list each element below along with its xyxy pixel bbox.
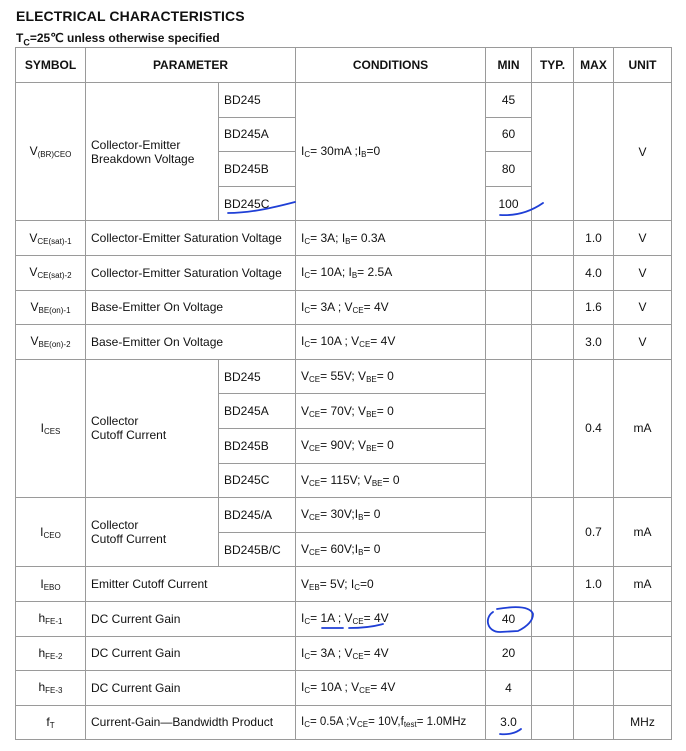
table-row — [16, 567, 672, 602]
section-title: ELECTRICAL CHARACTERISTICS — [16, 8, 245, 24]
parameter-cell: DC Current Gain — [86, 601, 296, 636]
min-cell: 45 — [486, 83, 532, 118]
typ-cell — [532, 255, 574, 290]
typ-cell — [532, 567, 574, 602]
typ-cell — [532, 290, 574, 325]
unit-cell: mA — [614, 498, 672, 567]
col-typ: TYP. — [532, 48, 574, 83]
max-cell — [574, 705, 614, 740]
part-cell: BD245C — [219, 186, 296, 221]
parameter-cell: Collector-Emitter Saturation Voltage — [86, 255, 296, 290]
table-row — [16, 601, 672, 636]
parameter-cell: Collector-Emitter Breakdown Voltage — [86, 83, 219, 221]
col-min: MIN — [486, 48, 532, 83]
symbol-cell: $V_{CE(sat)-2}$ — [16, 255, 86, 290]
conditions-cell: $V_{CE}= 115V$; $V_{BE}= 0$ — [296, 463, 486, 498]
symbol-cell: $I_{CES}$ — [16, 359, 86, 497]
unit-cell: V — [614, 221, 672, 256]
max-cell: 0.7 — [574, 498, 614, 567]
col-max: MAX — [574, 48, 614, 83]
typ-cell — [532, 601, 574, 636]
symbol-cell: $h_{FE-3}$ — [16, 671, 86, 706]
table-row — [16, 221, 672, 256]
conditions-cell: $V_{CE}=$ $30V;I_B= 0$ — [296, 498, 486, 533]
parameter-cell: DC Current Gain — [86, 636, 296, 671]
min-cell — [486, 359, 532, 497]
table-row — [16, 325, 672, 360]
typ-cell — [532, 705, 574, 740]
parameter-cell: Base-Emitter On Voltage — [86, 290, 296, 325]
min-cell — [486, 290, 532, 325]
table-row — [16, 671, 672, 706]
part-cell: BD245A — [219, 117, 296, 152]
max-cell: 1.0 — [574, 567, 614, 602]
typ-cell — [532, 83, 574, 221]
test-condition-note: $T_C=25℃$ unless otherwise specified — [16, 31, 220, 48]
table-row — [16, 498, 672, 533]
unit-cell: mA — [614, 567, 672, 602]
min-cell — [486, 498, 532, 567]
col-conditions: CONDITIONS — [296, 48, 486, 83]
unit-cell: V — [614, 325, 672, 360]
conditions-cell: $V_{CE}= 90V$; $V_{BE}= 0$ — [296, 428, 486, 463]
conditions-cell: $I_C= 30mA$ $;I_B=0$ — [296, 83, 486, 221]
electrical-characteristics-table — [15, 47, 672, 740]
conditions-cell: $V_{EB}= 5V$; $I_C=0$ — [296, 567, 486, 602]
typ-cell — [532, 636, 574, 671]
parameter-cell: DC Current Gain — [86, 671, 296, 706]
conditions-cell: $I_C= 10A$; $I_B= 2.5A$ — [296, 255, 486, 290]
min-cell: 4 — [486, 671, 532, 706]
col-parameter: PARAMETER — [86, 48, 296, 83]
conditions-cell: $I_C= 3A$ ; $V_{CE}= 4V$ — [296, 636, 486, 671]
part-cell: BD245B — [219, 428, 296, 463]
max-cell: 1.6 — [574, 290, 614, 325]
parameter-cell: Collector Cutoff Current — [86, 498, 219, 567]
symbol-cell: $h_{FE-2}$ — [16, 636, 86, 671]
max-cell: 0.4 — [574, 359, 614, 497]
min-cell: 100 — [486, 186, 532, 221]
conditions-cell: $I_C= 3A$ ; $V_{CE}= 4V$ — [296, 290, 486, 325]
parameter-cell: Collector-Emitter Saturation Voltage — [86, 221, 296, 256]
max-cell: 4.0 — [574, 255, 614, 290]
unit-cell: MHz — [614, 705, 672, 740]
table-row — [16, 359, 672, 394]
symbol-cell: $h_{FE-1}$ — [16, 601, 86, 636]
conditions-cell: $I_C= 1A$ ; $V_{CE}= 4V$ — [296, 601, 486, 636]
symbol-cell: $I_{CEO}$ — [16, 498, 86, 567]
conditions-cell: $I_C= 10A$ ; $V_{CE}= 4V$ — [296, 671, 486, 706]
typ-cell — [532, 671, 574, 706]
parameter-cell: Emitter Cutoff Current — [86, 567, 296, 602]
table-row — [16, 636, 672, 671]
unit-cell — [614, 636, 672, 671]
conditions-cell: $I_C= 0.5A$ $;V_{CE}= 10V,f_{test}= 1.0MHz$ — [296, 705, 486, 740]
max-cell — [574, 83, 614, 221]
part-cell: BD245C — [219, 463, 296, 498]
min-cell: 80 — [486, 152, 532, 187]
conditions-cell: $I_C= 3A$; $I_B= 0.3A$ — [296, 221, 486, 256]
min-cell: 60 — [486, 117, 532, 152]
symbol-cell: $V_{(BR)CEO}$ — [16, 83, 86, 221]
min-cell — [486, 325, 532, 360]
conditions-cell: $I_C= 10A$ ; $V_{CE}= 4V$ — [296, 325, 486, 360]
min-cell: 40 — [486, 601, 532, 636]
parameter-cell: Current-Gain—Bandwidth Product — [86, 705, 296, 740]
part-cell: BD245 — [219, 83, 296, 118]
table-row — [16, 705, 672, 740]
unit-cell: mA — [614, 359, 672, 497]
min-cell — [486, 567, 532, 602]
part-cell: BD245B/C — [219, 532, 296, 567]
col-symbol: SYMBOL — [16, 48, 86, 83]
part-cell: BD245 — [219, 359, 296, 394]
typ-cell — [532, 498, 574, 567]
unit-cell — [614, 671, 672, 706]
table-row — [16, 255, 672, 290]
parameter-cell: Base-Emitter On Voltage — [86, 325, 296, 360]
part-cell: BD245/A — [219, 498, 296, 533]
max-cell — [574, 636, 614, 671]
max-cell: 3.0 — [574, 325, 614, 360]
symbol-cell: $V_{CE(sat)-1}$ — [16, 221, 86, 256]
parameter-cell: Collector Cutoff Current — [86, 359, 219, 497]
symbol-cell: $I_{EBO}$ — [16, 567, 86, 602]
table-row — [16, 83, 672, 118]
min-cell: 20 — [486, 636, 532, 671]
max-cell — [574, 601, 614, 636]
unit-cell — [614, 601, 672, 636]
conditions-cell: $V_{CE}= 55V$; $V_{BE}= 0$ — [296, 359, 486, 394]
min-cell — [486, 221, 532, 256]
typ-cell — [532, 221, 574, 256]
unit-cell: V — [614, 290, 672, 325]
typ-cell — [532, 325, 574, 360]
header-row — [16, 48, 672, 83]
table-row — [16, 290, 672, 325]
part-cell: BD245A — [219, 394, 296, 429]
col-unit: UNIT — [614, 48, 672, 83]
unit-cell: V — [614, 83, 672, 221]
unit-cell: V — [614, 255, 672, 290]
conditions-cell: $V_{CE}=$ $60V;I_B= 0$ — [296, 532, 486, 567]
max-cell — [574, 671, 614, 706]
max-cell: 1.0 — [574, 221, 614, 256]
typ-cell — [532, 359, 574, 497]
part-cell: BD245B — [219, 152, 296, 187]
symbol-cell: $V_{BE(on)-1}$ — [16, 290, 86, 325]
symbol-cell: $f_T$ — [16, 705, 86, 740]
min-cell: 3.0 — [486, 705, 532, 740]
min-cell — [486, 255, 532, 290]
symbol-cell: $V_{BE(on)-2}$ — [16, 325, 86, 360]
conditions-cell: $V_{CE}= 70V$; $V_{BE}= 0$ — [296, 394, 486, 429]
